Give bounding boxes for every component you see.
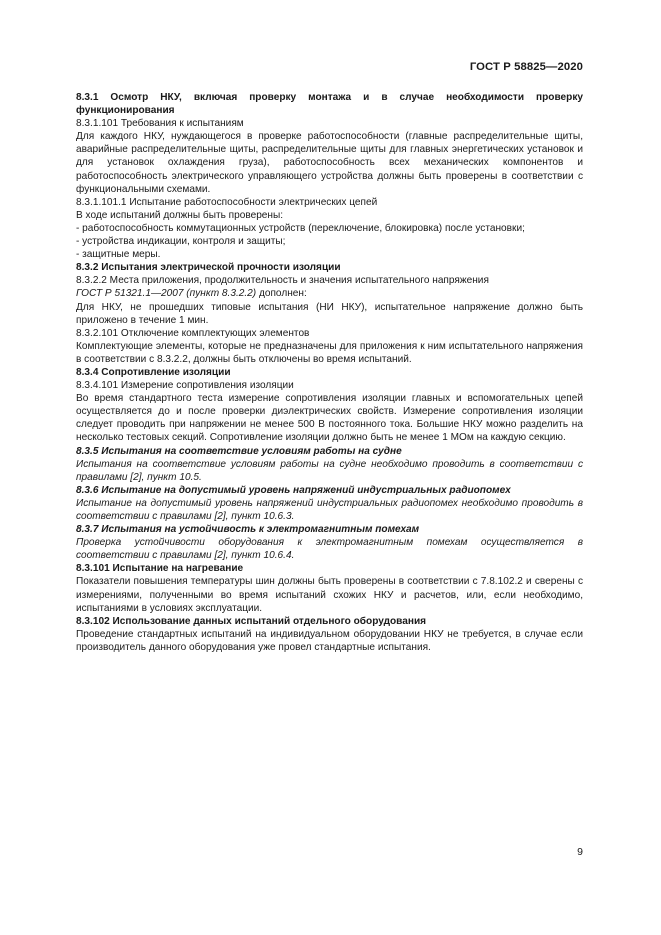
heading-8-3-102: 8.3.102 Использование данных испытаний отдельного оборудования xyxy=(76,615,427,627)
paragraph-italic: Испытание на допустимый уровень напряжений индустриальных радиопомех необходимо проводить в соответствии с правилами [2], пункт 10.6.3. xyxy=(76,497,583,522)
list-item: - работоспособность коммутационных устройств (переключение, блокировка) после установки; xyxy=(76,222,525,234)
paragraph: Проведение стандартных испытаний на индивидуальном оборудовании НКУ не требуется, в случае если производитель данного оборудования уже провел стандартные испытания. xyxy=(76,628,583,653)
list-item: - устройства индикации, контроля и защиты; xyxy=(76,236,286,248)
paragraph: Комплектующие элементы, которые не предназначены для приложения к ним испытательного напряжения в соответствии с 8.3.2.2, должны быть отключены во время испытаний. xyxy=(76,340,583,365)
paragraph-italic: Проверка устойчивости оборудования к электромагнитным помехам осуществляется в соответствии с правилами [2], пункт 10.6.4. xyxy=(76,537,583,562)
heading-8-3-4: 8.3.4 Сопротивление изоляции xyxy=(76,366,231,378)
paragraph: 8.3.2.2 Места приложения, продолжительность и значения испытательного напряжения xyxy=(76,275,489,287)
heading-8-3-2: 8.3.2 Испытания электрической прочности изоляции xyxy=(76,262,341,274)
paragraph: 8.3.1.101.1 Испытание работоспособности электрических цепей xyxy=(76,196,378,208)
reference-suffix: дополнен: xyxy=(256,288,307,300)
heading-8-3-7: 8.3.7 Испытания на устойчивость к электромагнитным помехам xyxy=(76,524,420,536)
paragraph: Во время стандартного теста измерение сопротивления изоляции главных и вспомогательных цепей осуществляется до и после проверки диэлектрических свойств. Измерение сопротивления изоляции следует проводить при напряжении не менее 500 В постоянного тока. Большие НКУ можно разделить на несколько тестовых секций. Сопротивление изоляции должно быть не менее 1 МОм на каждую секцию. xyxy=(76,393,583,444)
standard-reference: ГОСТ Р 51321.1—2007 (пункт 8.3.2.2) xyxy=(76,288,257,300)
document-header: ГОСТ Р 58825—2020 xyxy=(469,61,583,73)
paragraph: Показатели повышения температуры шин должны быть проверены в соответствии с 7.8.102.2 и сверены с измерениями, полученными во время испытаний схожих НКУ и расчетов, или, если необходимо, испытаниями в условиях эксплуатации. xyxy=(76,576,583,614)
list-item: - защитные меры. xyxy=(76,249,161,261)
paragraph: 8.3.1.101 Требования к испытаниям xyxy=(76,118,244,130)
paragraph-italic: Испытания на соответствие условиям работы на судне необходимо проводить в соответствии с правилами [2], пункт 10.5. xyxy=(76,458,583,483)
paragraph: В ходе испытаний должны быть проверены: xyxy=(76,209,284,221)
paragraph: 8.3.4.101 Измерение сопротивления изоляции xyxy=(76,380,294,392)
page-number: 9 xyxy=(577,846,583,858)
document-body xyxy=(76,91,583,654)
heading-8-3-101: 8.3.101 Испытание на нагревание xyxy=(76,563,244,575)
heading-8-3-6: 8.3.6 Испытание на допустимый уровень напряжений индустриальных радиопомех xyxy=(76,484,511,496)
paragraph-reference xyxy=(76,287,583,300)
paragraph: Для каждого НКУ, нуждающегося в проверке работоспособности (главные распределительные щиты, аварийные распределительные щиты, распределительные щиты для главных энергетических установок и для установок охлаждения груза), работоспособность всех механических компонентов и работоспособность электрического управляющего устройства должны быть проверены в соответствии с функциональными схемами. xyxy=(76,131,583,195)
heading-8-3-1: 8.3.1 Осмотр НКУ, включая проверку монтажа и в случае необходимости проверку функционирования xyxy=(76,92,583,117)
paragraph: 8.3.2.101 Отключение комплектующих элементов xyxy=(76,327,310,339)
heading-8-3-5: 8.3.5 Испытания на соответствие условиям работы на судне xyxy=(76,445,402,457)
paragraph: Для НКУ, не прошедших типовые испытания (НИ НКУ), испытательное напряжение должно быть приложено в течение 1 мин. xyxy=(76,301,583,326)
